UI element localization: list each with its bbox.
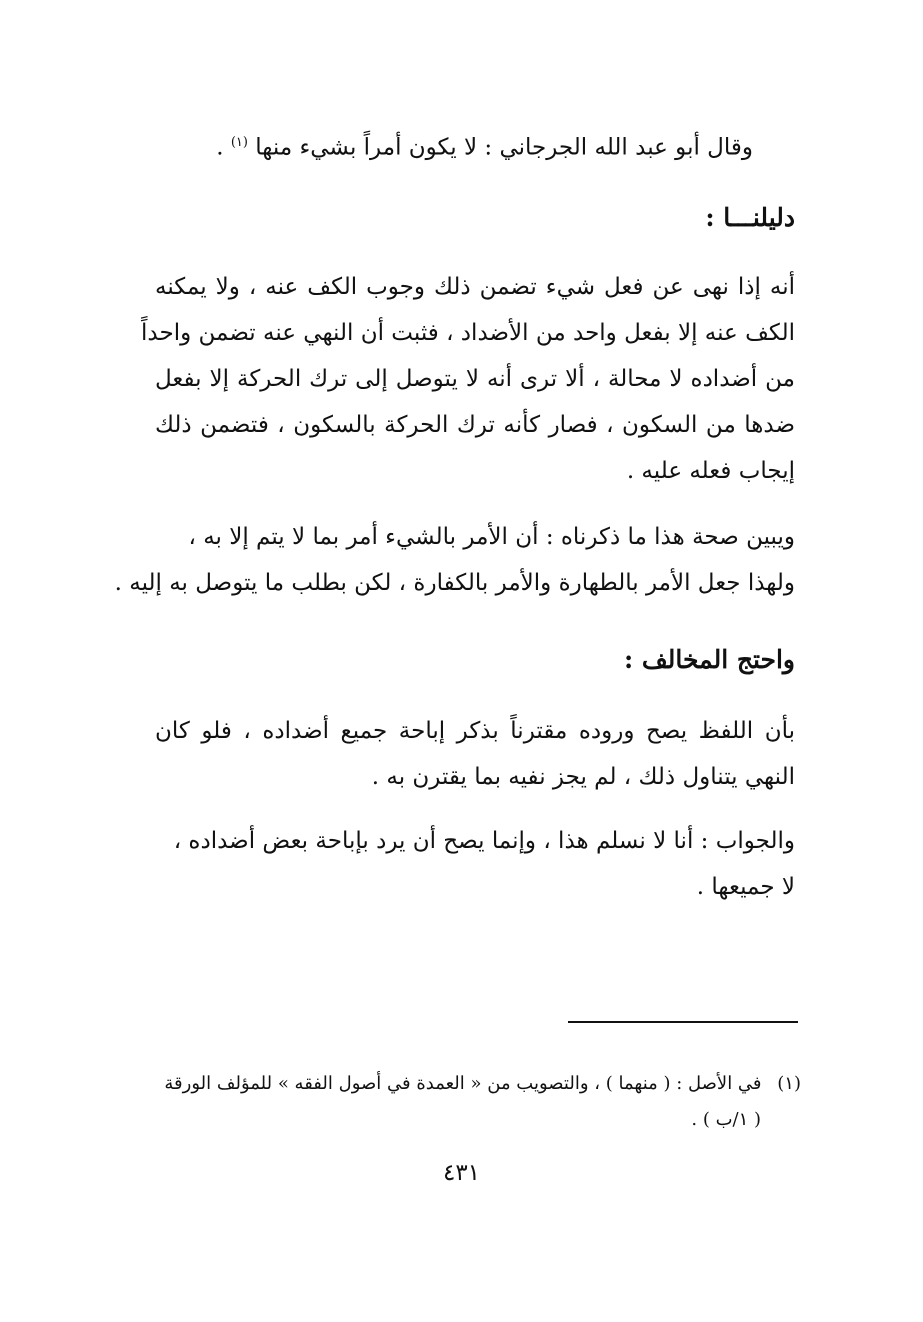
footnote-separator (568, 1021, 798, 1023)
intro-sentence (193, 120, 753, 171)
evidence-line-4: ضدها من السكون ، فصار كأنه ترك الحركة بالسكون ، فتضمن ذلك (155, 412, 795, 438)
footnote (151, 1066, 801, 1138)
opponent-line-1: بأن اللفظ يصح وروده مقترناً بذكر إباحة جميع أضداده ، فلو كان (155, 718, 795, 744)
answer-paragraph (155, 818, 795, 910)
footnote-text-1: في الأصل : ( منهما ) ، والتصويب من « العمدة في أصول الفقه » للمؤلف الورقة (164, 1073, 762, 1094)
footnote-mark: (١) (777, 1073, 801, 1094)
answer-line-1: والجواب : أنا لا نسلم هذا ، وإنما يصح أن يرد بإباحة بعض أضداده ، (173, 828, 795, 854)
clarification-line-2: ولهذا جعل الأمر بالطهارة والأمر بالكفارة ، لكن بطلب ما يتوصل به إليه . (114, 570, 795, 596)
footnote-line-1 (151, 1066, 801, 1102)
evidence-heading-text: دليلنـــا : (705, 203, 795, 232)
clarification-paragraph (114, 514, 795, 606)
footnote-line-2 (151, 1102, 801, 1138)
intro-end: . (216, 134, 224, 161)
opponent-heading (495, 640, 795, 680)
evidence-line-5: إيجاب فعله عليه . (626, 458, 795, 484)
evidence-line-3: من أضداده لا محالة ، ألا ترى أنه لا يتوصل إلى ترك الحركة إلا بفعل (155, 366, 795, 392)
evidence-line-1: أنه إذا نهى عن فعل شيء تضمن ذلك وجوب الكف عنه ، ولا يمكنه (155, 274, 795, 300)
footnote-text-2: ( ١/ب ) . (691, 1109, 761, 1130)
evidence-paragraph (141, 264, 795, 494)
page-number: ٤٣١ (442, 1160, 481, 1186)
evidence-heading (495, 198, 795, 238)
intro-line (193, 120, 753, 171)
opponent-paragraph (155, 708, 795, 800)
clarification-line-1: ويبين صحة هذا ما ذكرناه : أن الأمر بالشيء أمر بما لا يتم إلا به ، (188, 524, 795, 550)
evidence-line-2: الكف عنه إلا بفعل واحد من الأضداد ، فثبت أن النهي عنه تضمن واحداً (141, 320, 795, 346)
opponent-heading-text: واحتج المخالف : (623, 645, 795, 674)
opponent-line-2: النهي يتناول ذلك ، لم يجز نفيه بما يقترن به . (371, 764, 795, 790)
footnote-reference: (١) (230, 135, 248, 150)
intro-text: وقال أبو عبد الله الجرجاني : لا يكون أمراً بشيء منها (255, 134, 753, 161)
answer-line-2: لا جميعها . (696, 874, 795, 900)
